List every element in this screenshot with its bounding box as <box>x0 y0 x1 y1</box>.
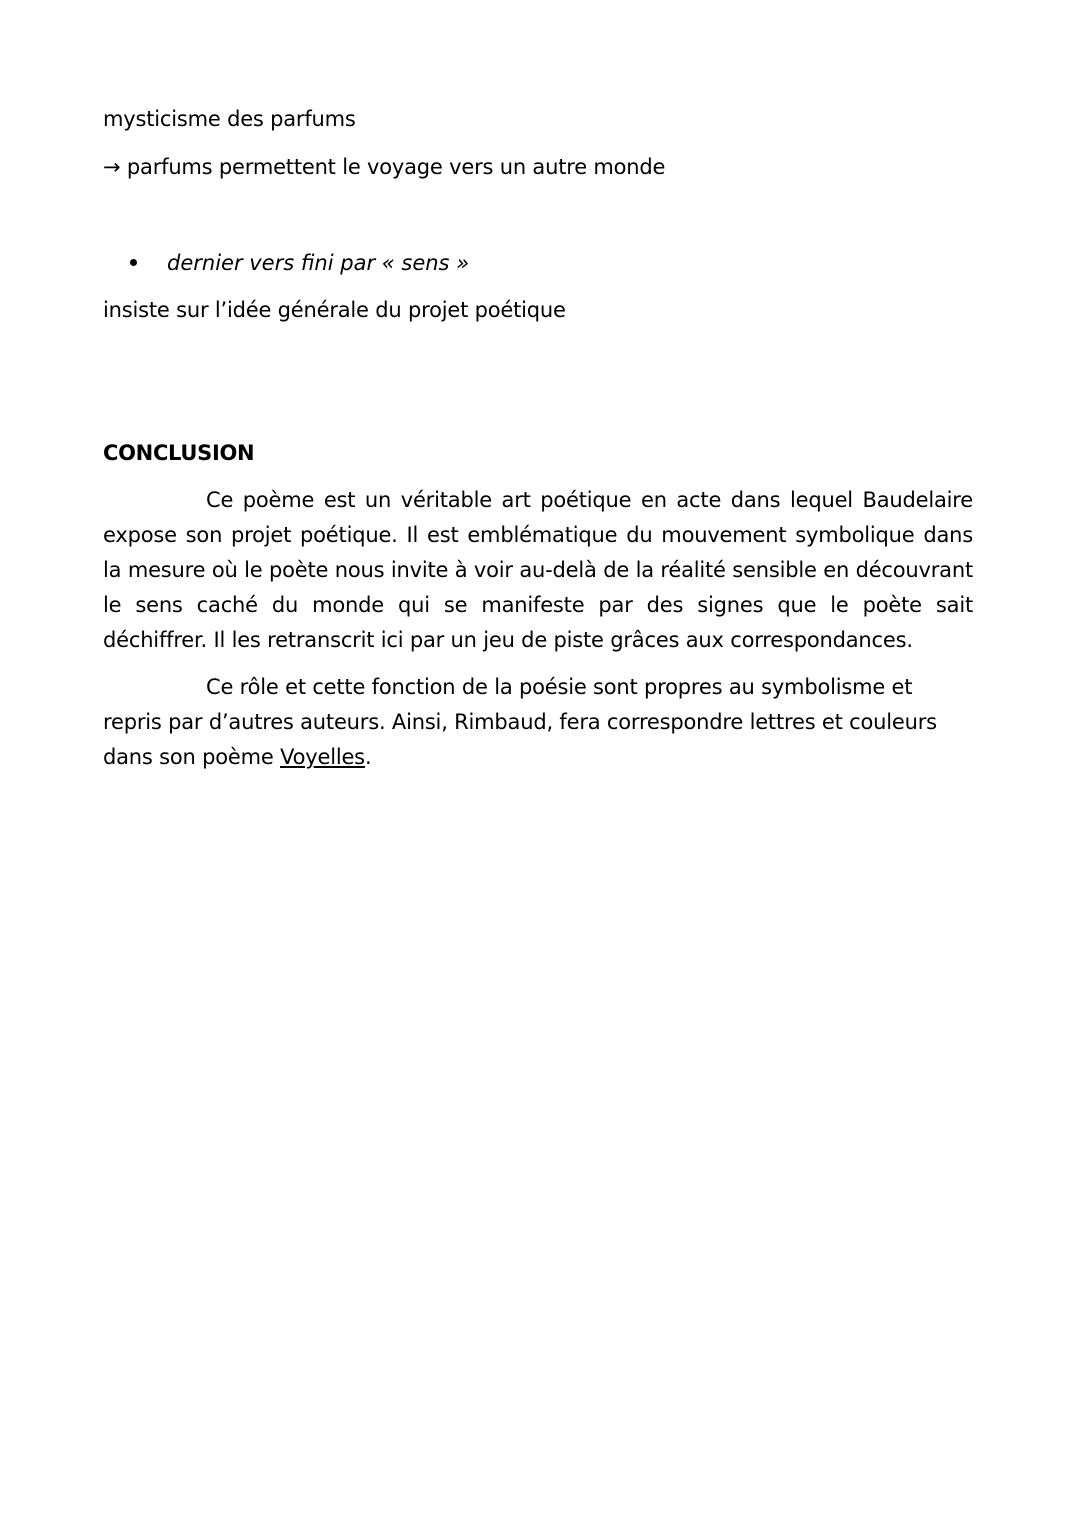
paragraph-2-end: . <box>364 745 372 769</box>
arrow-icon: → <box>103 155 121 179</box>
note-line-mysticisme: mysticisme des parfums <box>103 107 356 131</box>
bullet-icon <box>130 259 137 266</box>
conclusion-paragraph-2 <box>103 670 973 775</box>
conclusion-heading: CONCLUSION <box>103 441 255 465</box>
note-line-insiste: insiste sur l’idée générale du projet poétique <box>103 298 566 322</box>
note-line-parfums <box>103 154 665 180</box>
bullet-item-text: dernier vers fini par « sens » <box>167 251 470 275</box>
conclusion-paragraph-1: Ce poème est un véritable art poétique en acte dans lequel Baudelaire expose son projet poétique. Il est emblématique du mouvement symbolique dans la mesure où le poète nous invite à voir au-delà de la réalité sensible en découvrant le sens caché du monde qui se manifeste par des signes que le poète sait déchiffrer. Il les retranscrit ici par un jeu de piste grâces aux correspondances. <box>103 488 973 652</box>
poem-title-voyelles: Voyelles <box>280 745 365 769</box>
note-line-parfums-text: parfums permettent le voyage vers un autre monde <box>126 155 666 179</box>
bullet-item-dernier-vers <box>130 250 469 276</box>
paragraph-2-text: Ce rôle et cette fonction de la poésie sont propres au symbolisme et repris par d’autres auteurs. Ainsi, Rimbaud, fera correspondre lettres et couleurs dans son poème <box>103 675 937 769</box>
